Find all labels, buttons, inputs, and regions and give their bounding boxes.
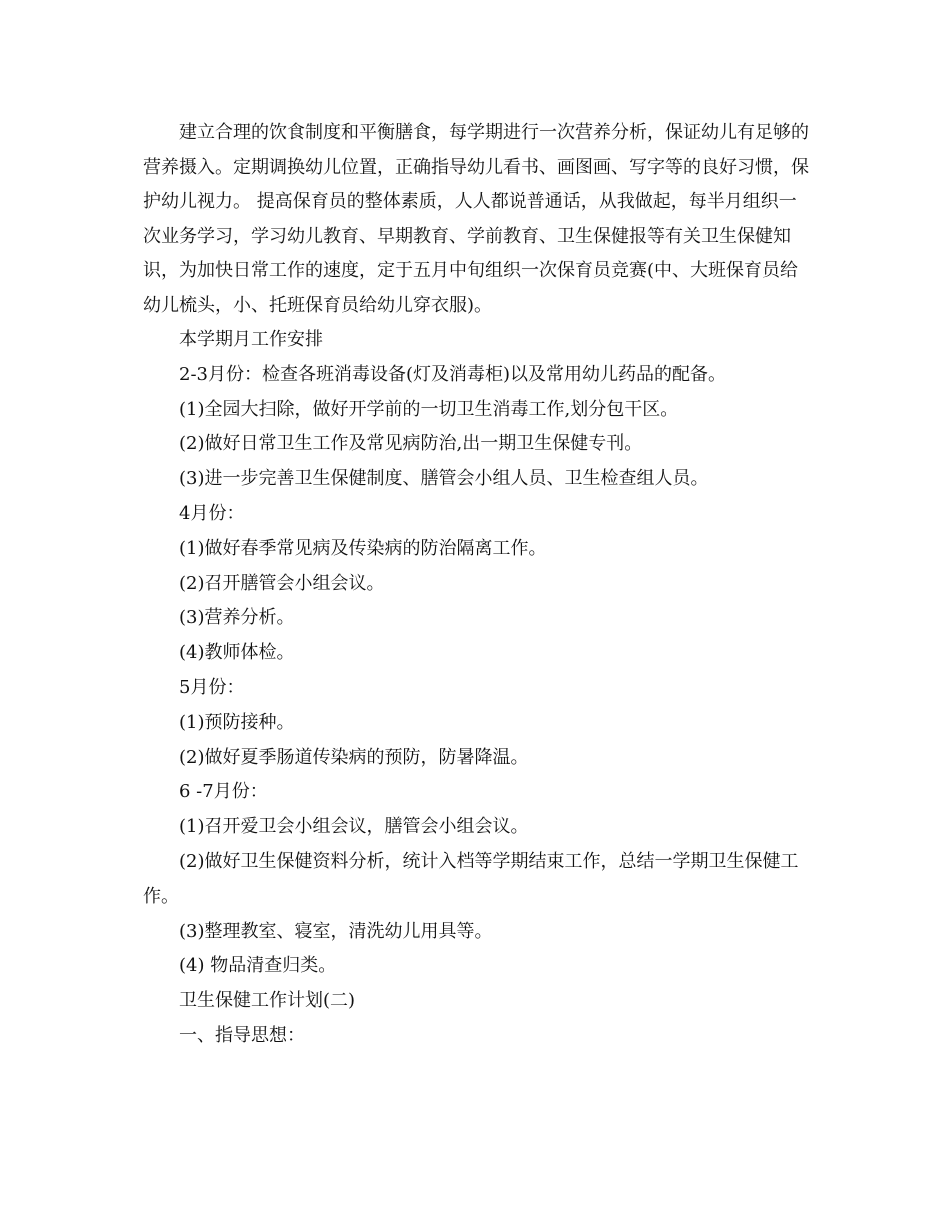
list-item: (4)教师体检。 — [179, 642, 295, 664]
list-item: (2)做好夏季肠道传染病的预防，防暑降温。 — [179, 746, 529, 768]
month-heading: 6 -7月份： — [179, 781, 268, 803]
list-item: (3)进一步完善卫生保健制度、膳管会小组人员、卫生检查组人员。 — [179, 468, 709, 490]
section-heading: 本学期月工作安排 — [179, 329, 323, 350]
list-item: (1)召开爱卫会小组会议，膳管会小组会议。 — [179, 816, 529, 838]
month-heading: 4月份： — [179, 502, 245, 524]
list-item: (1)做好春季常见病及传染病的防治隔离工作。 — [179, 537, 547, 559]
month-heading: 5月份： — [179, 676, 245, 698]
list-item: (1)全园大扫除，做好开学前的一切卫生消毒工作,划分包干区。 — [179, 398, 679, 420]
list-item: (3)营养分析。 — [179, 607, 295, 629]
list-item: (3)整理教室、寝室，清洗幼儿用具等。 — [179, 920, 493, 942]
list-item: (2)做好日常卫生工作及常见病防治,出一期卫生保健专刊。 — [179, 433, 643, 455]
list-item: (1)预防接种。 — [179, 711, 295, 733]
section-heading: 一、指导思想： — [179, 1024, 305, 1046]
list-item: (2)做好卫生保健资料分析，统计入档等学期结束工作，总结一学期卫生保健工作。 — [143, 850, 799, 907]
paragraph: 建立合理的饮食制度和平衡膳食，每学期进行一次营养分析，保证幼儿有足够的营养摄入。定期调换幼儿位置，正确指导幼儿看书、画图画、写字等的良好习惯，保护幼儿视力。 提高保育员的整体素质，人人都说普通话，从我做起，每半月组织一次业务学习，学习幼儿教育、早期教育、学前教育、卫生保健报等有关卫生保健知识，为加快日常工作的速度，定于五月中旬组织一次保育员竞赛(中、大班保育员给幼儿梳头，小、托班保育员给幼儿穿衣服)。 — [143, 122, 809, 316]
list-item: (2)召开膳管会小组会议。 — [179, 572, 385, 594]
list-item: (4) 物品清查归类。 — [179, 955, 337, 977]
month-heading: 2-3月份：检查各班消毒设备(灯及消毒柜)以及常用幼儿药品的配备。 — [179, 363, 727, 385]
document-subtitle: 卫生保健工作计划(二) — [179, 990, 356, 1012]
document-body — [143, 116, 813, 1054]
